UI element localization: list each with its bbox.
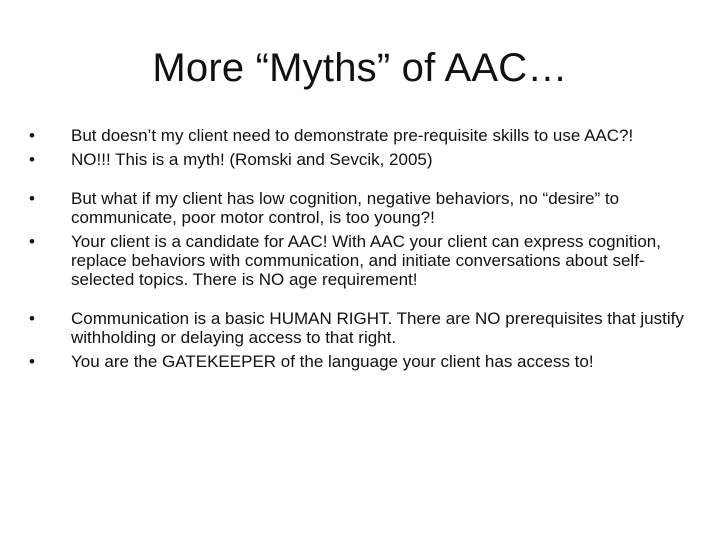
bullet-dot: • bbox=[29, 352, 35, 371]
bullet-item bbox=[28, 189, 698, 227]
slide-title: More “Myths” of AAC… bbox=[152, 46, 568, 90]
slide-body bbox=[28, 126, 698, 391]
bullet-text: You are the GATEKEEPER of the language your client has access to! bbox=[71, 352, 594, 371]
bullet-group-2 bbox=[28, 189, 698, 289]
bullet-text: Your client is a candidate for AAC! With AAC your client can express cognition, replace behaviors with communication, and initiate conversations about self-selected topics. There is NO age requirement! bbox=[71, 232, 661, 289]
bullet-text: But what if my client has low cognition, negative behaviors, no “desire” to communicate, poor motor control, is too young?! bbox=[71, 189, 620, 227]
bullet-group-1 bbox=[28, 126, 698, 169]
bullet-text: But doesn’t my client need to demonstrate pre-requisite skills to use AAC?! bbox=[71, 126, 634, 145]
bullet-item bbox=[28, 309, 698, 347]
bullet-group-3 bbox=[28, 309, 698, 371]
bullet-item bbox=[28, 126, 698, 145]
bullet-text: Communication is a basic HUMAN RIGHT. There are NO prerequisites that justify withholding or delaying access to that right. bbox=[71, 309, 684, 347]
bullet-item bbox=[28, 150, 698, 169]
bullet-dot: • bbox=[29, 232, 35, 251]
bullet-dot: • bbox=[29, 309, 35, 328]
bullet-dot: • bbox=[29, 126, 35, 145]
bullet-text: NO!!! This is a myth! (Romski and Sevcik, 2005) bbox=[71, 150, 433, 169]
bullet-dot: • bbox=[29, 189, 35, 208]
bullet-item bbox=[28, 352, 698, 371]
bullet-item bbox=[28, 232, 698, 289]
bullet-dot: • bbox=[29, 150, 35, 169]
